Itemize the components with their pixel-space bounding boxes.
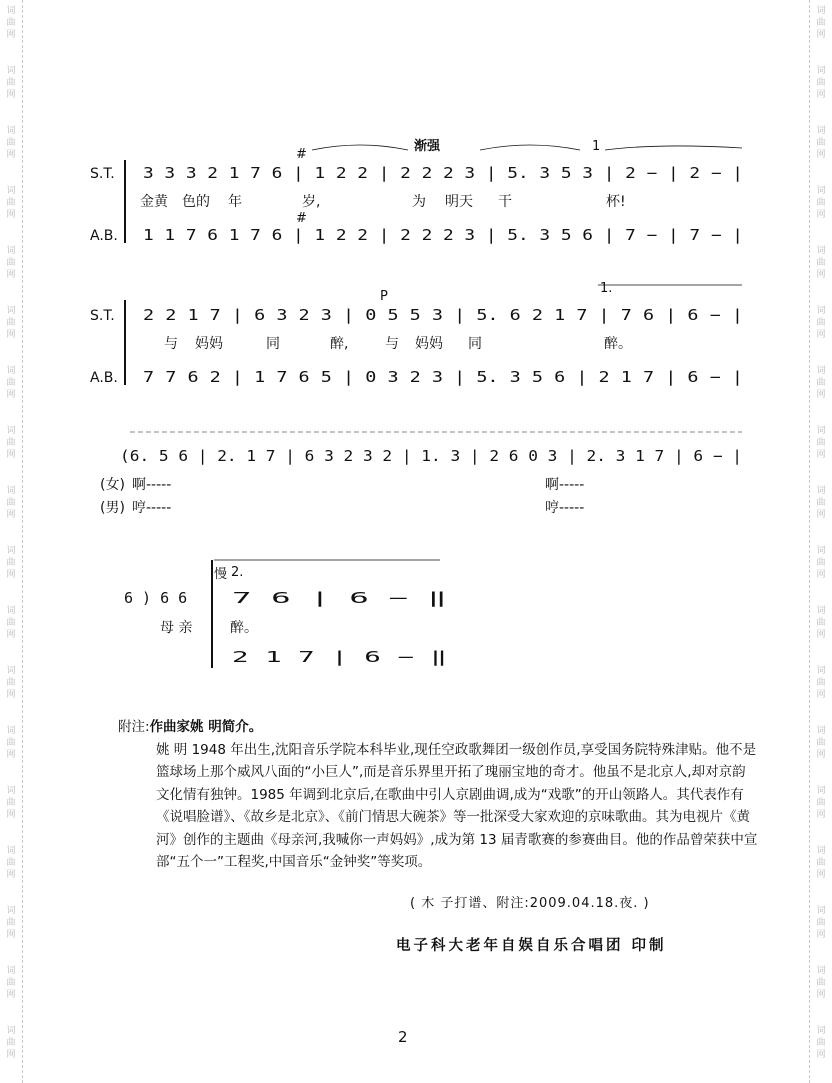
watermark-glyph: 网 — [6, 90, 16, 100]
watermark-glyph: 网 — [6, 870, 16, 880]
watermark-glyph: 曲 — [816, 978, 826, 988]
lyric-word: 醉, — [330, 336, 349, 352]
watermark-glyph: 网 — [816, 510, 826, 520]
dynamic-crescendo: 渐强 — [414, 139, 441, 154]
lyric-word: 妈妈 — [415, 336, 443, 352]
watermark-glyph: 网 — [6, 150, 16, 160]
watermark-glyph: 词 — [6, 186, 16, 196]
watermark-glyph: 网 — [816, 990, 826, 1000]
lyric-word: 同 — [266, 336, 280, 352]
watermark-glyph: 网 — [816, 930, 826, 940]
watermark-glyph: 网 — [816, 390, 826, 400]
watermark-glyph: 词 — [6, 966, 16, 976]
dynamic-piano: P — [380, 289, 388, 304]
watermark-glyph: 网 — [816, 450, 826, 460]
watermark-glyph: 网 — [816, 690, 826, 700]
watermark-glyph: 词 — [6, 66, 16, 76]
printer-line: 电子科大老年自娱自乐合唱团 印制 — [396, 938, 667, 954]
watermark-glyph: 网 — [6, 390, 16, 400]
watermark-glyph: 曲 — [816, 558, 826, 568]
watermark-glyph: 词 — [6, 1026, 16, 1036]
watermark-glyph: 词 — [816, 306, 826, 316]
watermark-glyph: 曲 — [6, 1038, 16, 1048]
watermark-glyph: 词 — [6, 546, 16, 556]
watermark-glyph: 曲 — [816, 738, 826, 748]
lyric-drunk: 醉。 — [230, 620, 258, 636]
lyric-word: 为 — [412, 194, 426, 210]
watermark-glyph: 曲 — [6, 558, 16, 568]
lyric-word: 明天 — [445, 194, 473, 210]
sharp-mark: # — [296, 147, 307, 162]
lyric-word: 妈妈 — [195, 336, 223, 352]
ending-st-notes: 7 6 | 6 − ‖ — [232, 589, 447, 607]
watermark-glyph: 词 — [6, 846, 16, 856]
watermark-glyph: 词 — [816, 486, 826, 496]
lyric-mother: 母 亲 — [160, 620, 193, 636]
watermark-glyph: 词 — [816, 666, 826, 676]
alto-bass-notes: 7 7 6 2 | 1 7 6 5 | 0 3 2 3 | 5. 3 5 6 | 2 1 7 | 6 − | — [143, 368, 743, 386]
watermark-glyph: 网 — [6, 210, 16, 220]
watermark-glyph: 网 — [6, 570, 16, 580]
watermark-glyph: 曲 — [816, 378, 826, 388]
watermark-glyph: 词 — [816, 966, 826, 976]
watermark-glyph: 词 — [816, 186, 826, 196]
male-hum: 哼----- — [132, 500, 172, 516]
female-part-label: (女) — [100, 477, 125, 493]
lyric-word: 干 — [498, 194, 512, 210]
lyric-word: 醉。 — [604, 336, 632, 352]
watermark-glyph: 曲 — [816, 678, 826, 688]
watermark-glyph: 曲 — [816, 18, 826, 28]
lyric-word: 与 — [164, 336, 178, 352]
watermark-glyph: 曲 — [6, 738, 16, 748]
soprano-tenor-notes: 2 2 1 7 | 6 3 2 3 | 0 5 5 3 | 5. 6 2 1 7 | 7 6 | 6 − | — [143, 306, 743, 324]
watermark-glyph: 词 — [6, 906, 16, 916]
lyric-word: 年 — [228, 194, 242, 210]
watermark-glyph: 词 — [6, 786, 16, 796]
score-system-1 — [90, 138, 743, 244]
composer-note — [118, 716, 758, 874]
watermark-glyph: 曲 — [816, 258, 826, 268]
watermark-glyph: 网 — [6, 30, 16, 40]
watermark-glyph: 曲 — [6, 18, 16, 28]
watermark-glyph: 网 — [816, 150, 826, 160]
watermark-glyph: 曲 — [6, 978, 16, 988]
tempo-slow: 慢 — [214, 567, 228, 582]
watermark-glyph: 词 — [816, 426, 826, 436]
note-title: 作曲家姚 明简介。 — [149, 719, 263, 735]
watermark-glyph: 曲 — [6, 378, 16, 388]
watermark-glyph: 词 — [6, 486, 16, 496]
watermark-glyph: 词 — [816, 366, 826, 376]
lyric-word: 岁, — [302, 194, 321, 210]
note-paragraph: 姚 明 1948 年出生,沈阳音乐学院本科毕业,现任空政歌舞团一级创作员,享受国务院特殊津贴。他不是篮球场上那个威风八面的“小巨人”,而是音乐界里开拓了瑰丽宝地的奇才。他虽不是北京人,却对京韵文化情有独钟。1985 年调到北京后,在歌曲中引人京剧曲调,成为“戏歌”的开山领路人。其代表作有《说唱脸谱》、《故乡是北京》、《前门情思大碗茶》等一批深受大家欢迎的京味歌曲。其为电视片《黄 河》创作的主题曲《母亲河,我喊你一声妈妈》,成为第 13 届青歌赛的参赛曲目。他的作品曾荣获中宣部“五个一”工程奖,中国音乐“金钟奖”等奖项。 — [156, 741, 758, 870]
watermark-glyph: 网 — [6, 630, 16, 640]
male-part-label: (男) — [100, 500, 125, 516]
score-system-4 — [124, 560, 447, 668]
slur-lines — [312, 145, 742, 150]
volta-1: 1. — [600, 281, 613, 296]
lyrics-line-1 — [140, 193, 626, 210]
watermark-glyph: 曲 — [816, 918, 826, 928]
watermark-glyph: 网 — [6, 990, 16, 1000]
watermark-glyph: 网 — [6, 450, 16, 460]
watermark-glyph: 网 — [816, 810, 826, 820]
watermark-glyph: 词 — [6, 6, 16, 16]
watermark-glyph: 曲 — [816, 438, 826, 448]
sharp-mark: # — [296, 211, 307, 226]
watermark-glyph: 词 — [816, 786, 826, 796]
watermark-glyph: 曲 — [6, 198, 16, 208]
watermark-glyph: 词 — [816, 126, 826, 136]
watermark-glyph: 网 — [6, 690, 16, 700]
watermark-glyph: 曲 — [6, 318, 16, 328]
watermark-glyph: 词 — [816, 546, 826, 556]
watermark-glyph: 词 — [6, 426, 16, 436]
page-number: 2 — [398, 1028, 408, 1046]
watermark-glyph: 网 — [6, 750, 16, 760]
female-hum: 啊----- — [132, 477, 172, 493]
watermark-glyph: 网 — [816, 90, 826, 100]
watermark-glyph: 曲 — [6, 258, 16, 268]
watermark-glyph: 网 — [6, 270, 16, 280]
soprano-tenor-notes: 3 3 3 2 1 7 6 | 1 2 2 | 2 2 2 3 | 5. 3 5 3 | 2 − | 2 − | — [143, 164, 743, 182]
watermark-glyph: 词 — [816, 246, 826, 256]
watermark-glyph: 网 — [6, 330, 16, 340]
watermark-glyph: 曲 — [6, 498, 16, 508]
alto-bass-notes: 1 1 7 6 1 7 6 | 1 2 2 | 2 2 2 3 | 5. 3 5 6 | 7 − | 7 − | — [143, 226, 743, 244]
watermark-glyph: 曲 — [6, 798, 16, 808]
watermark-glyph: 曲 — [816, 78, 826, 88]
watermark-glyph: 曲 — [816, 1038, 826, 1048]
watermark-glyph: 词 — [6, 366, 16, 376]
watermark-glyph: 曲 — [816, 138, 826, 148]
lyrics-line-2 — [164, 336, 632, 352]
note-prefix: 附注: — [118, 719, 150, 735]
watermark-glyph: 词 — [6, 246, 16, 256]
lyric-word: 色的 — [182, 194, 210, 210]
watermark-glyph: 词 — [6, 726, 16, 736]
watermark-glyph: 曲 — [816, 798, 826, 808]
watermark-glyph: 曲 — [6, 678, 16, 688]
interlude-notes: (6. 5 6 | 2. 1 7 | 6 3 2 3 2 | 1. 3 | 2 6 0 3 | 2. 3 1 7 | 6 − | — [120, 447, 742, 465]
watermark-glyph: 词 — [6, 606, 16, 616]
score-system-2 — [90, 281, 743, 386]
watermark-glyph: 曲 — [6, 918, 16, 928]
watermark-glyph: 网 — [816, 750, 826, 760]
note-heading — [118, 716, 758, 739]
watermark-glyph: 词 — [816, 66, 826, 76]
watermark-glyph: 网 — [816, 1050, 826, 1060]
watermark-glyph: 网 — [816, 210, 826, 220]
watermark-glyph: 曲 — [6, 438, 16, 448]
watermark-glyph: 曲 — [816, 858, 826, 868]
watermark-glyph: 曲 — [816, 318, 826, 328]
watermark-glyph: 词 — [816, 1026, 826, 1036]
watermark-glyph: 曲 — [6, 618, 16, 628]
watermark-glyph: 网 — [816, 30, 826, 40]
watermark-glyph: 曲 — [816, 198, 826, 208]
lyric-word: 杯! — [606, 194, 626, 210]
ending-ab-notes: 2 1 7 | 6 − ‖ — [232, 648, 447, 666]
watermark-glyph: 网 — [6, 510, 16, 520]
watermark-glyph: 网 — [816, 870, 826, 880]
alto-bass-label: A.B. — [90, 228, 118, 244]
watermark-glyph: 词 — [816, 846, 826, 856]
lyric-word: 同 — [468, 336, 482, 352]
watermark-glyph: 词 — [816, 606, 826, 616]
watermark-glyph: 网 — [816, 630, 826, 640]
watermark-glyph: 曲 — [6, 78, 16, 88]
high-note-mark: 1 — [592, 139, 601, 154]
watermark-glyph: 词 — [6, 126, 16, 136]
watermark-glyph: 曲 — [816, 618, 826, 628]
watermark-glyph: 网 — [6, 1050, 16, 1060]
soprano-tenor-label: S.T. — [90, 308, 115, 324]
soprano-tenor-label: S.T. — [90, 166, 115, 182]
watermark-glyph: 曲 — [6, 138, 16, 148]
watermark-glyph: 曲 — [816, 498, 826, 508]
score-system-3 — [100, 432, 742, 516]
watermark-glyph: 网 — [816, 270, 826, 280]
lyric-word: 与 — [385, 336, 399, 352]
watermark-glyph: 曲 — [6, 858, 16, 868]
watermark-glyph: 网 — [6, 930, 16, 940]
watermark-glyph: 词 — [816, 726, 826, 736]
lyric-word: 金黄 — [140, 194, 168, 210]
watermark-glyph: 词 — [816, 906, 826, 916]
watermark-glyph: 词 — [6, 306, 16, 316]
transcription-credit: ( 木 子打谱、附注:2009.04.18.夜. ) — [410, 896, 650, 911]
watermark-glyph: 网 — [6, 810, 16, 820]
pre-volta-notes: 6 ) 6 6 — [124, 589, 188, 607]
female-hum-2: 啊----- — [545, 477, 585, 493]
male-hum-2: 哼----- — [545, 500, 585, 516]
watermark-glyph: 词 — [6, 666, 16, 676]
watermark-glyph: 网 — [816, 330, 826, 340]
volta-2: 2. — [231, 565, 244, 580]
watermark-glyph: 词 — [816, 6, 826, 16]
alto-bass-label: A.B. — [90, 370, 118, 386]
watermark-glyph: 网 — [816, 570, 826, 580]
